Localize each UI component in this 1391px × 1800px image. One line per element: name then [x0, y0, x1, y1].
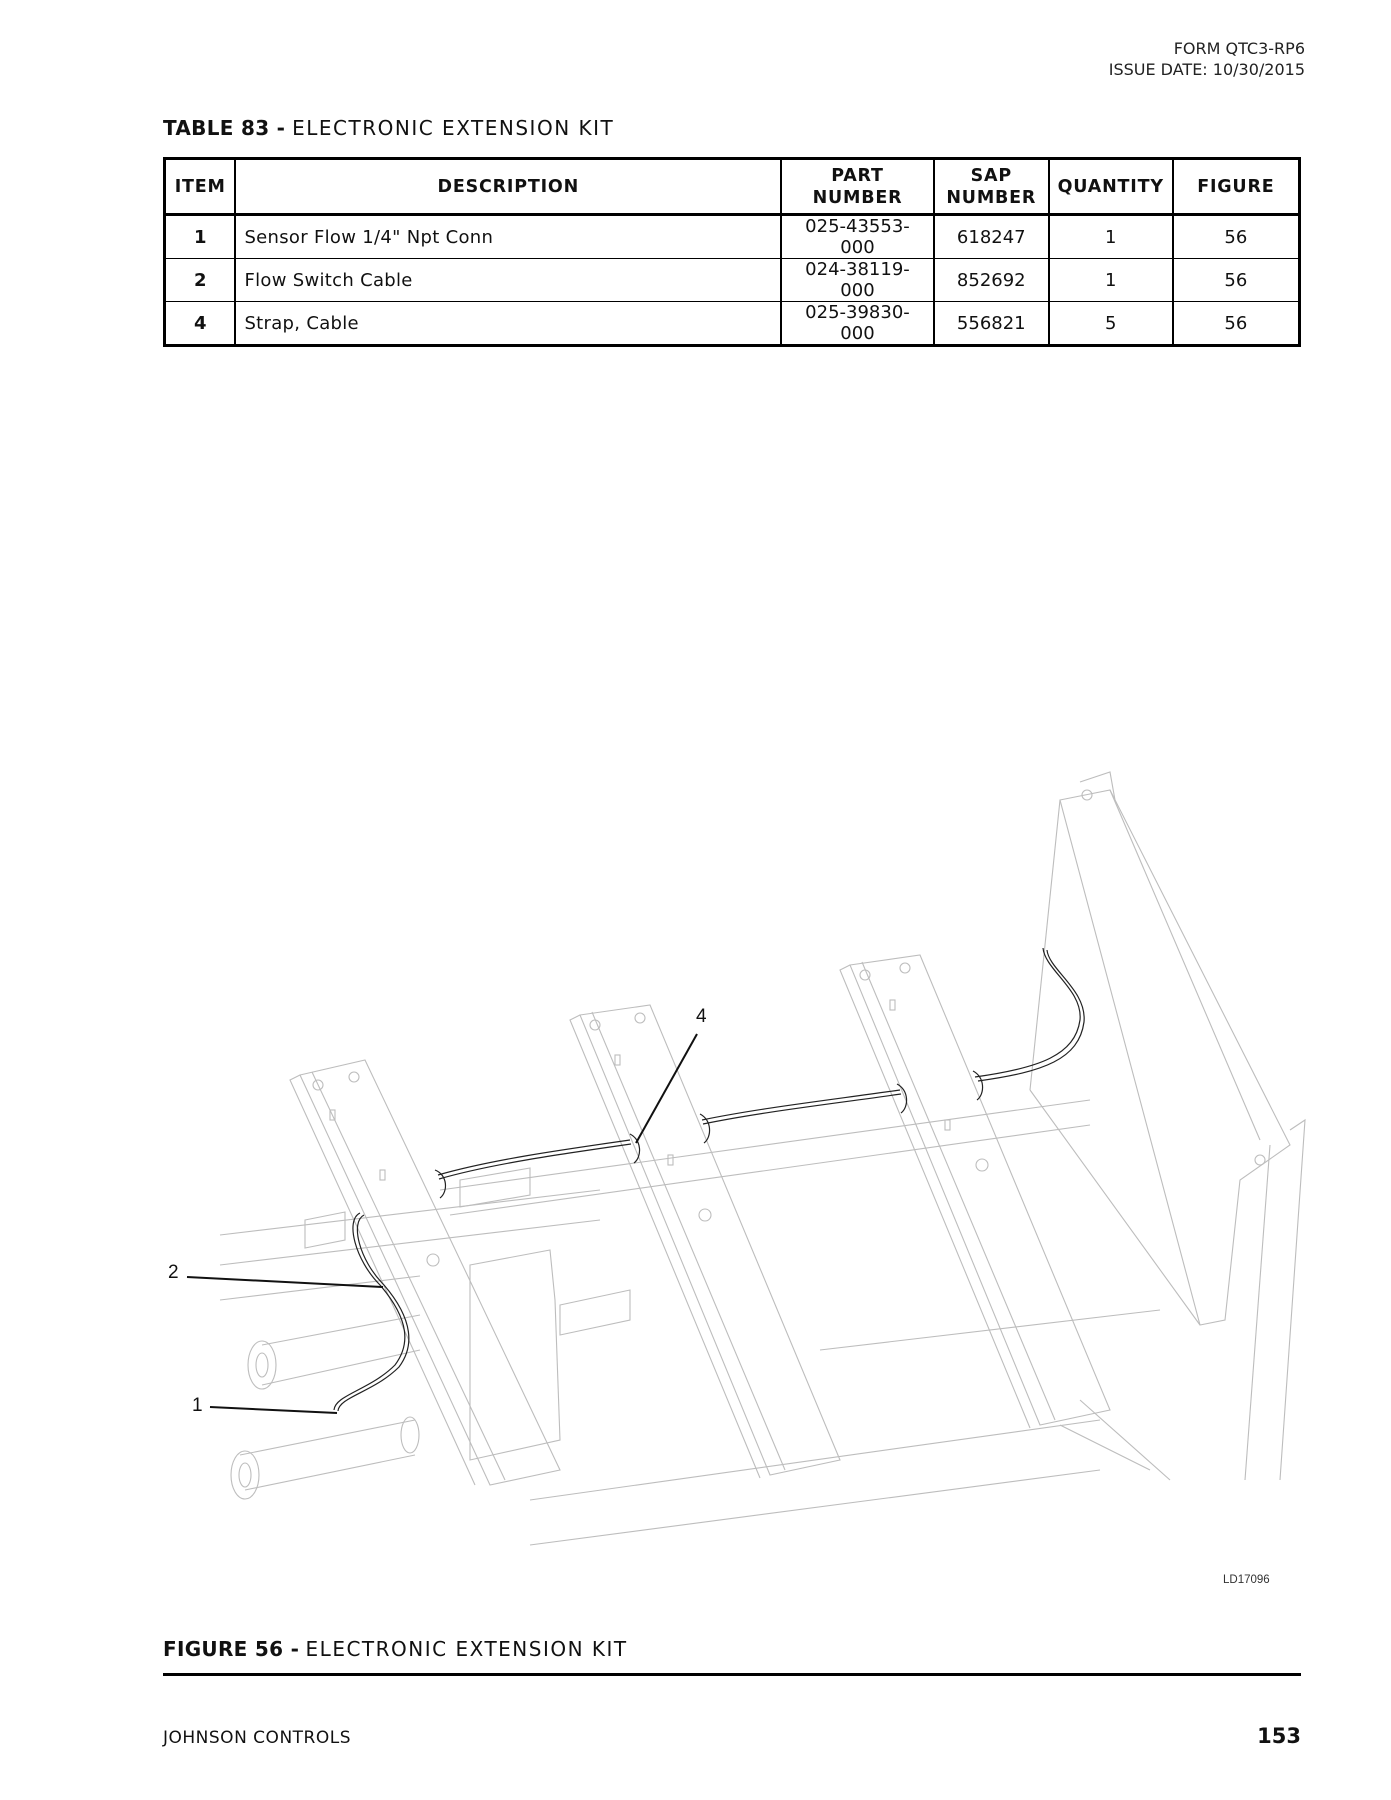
footer-company: JOHNSON CONTROLS: [163, 1728, 351, 1748]
col-header-figure: FIGURE: [1173, 159, 1300, 215]
cell-description: Flow Switch Cable: [235, 259, 781, 302]
cell-item: 4: [165, 302, 236, 346]
cell-part-number: 025-43553-000: [781, 215, 934, 259]
cell-quantity: 5: [1049, 302, 1173, 346]
callout-4: 4: [696, 1006, 707, 1027]
caption-divider: [163, 1673, 1301, 1676]
callout-1: 1: [192, 1395, 203, 1416]
col-header-sap-number: SAP NUMBER: [934, 159, 1049, 215]
col-header-item: ITEM: [165, 159, 236, 215]
cell-figure: 56: [1173, 302, 1300, 346]
callout-2: 2: [168, 1262, 179, 1283]
cell-figure: 56: [1173, 259, 1300, 302]
cell-part-number: 024-38119-000: [781, 259, 934, 302]
cell-sap-number: 618247: [934, 215, 1049, 259]
col-header-part-number: PART NUMBER: [781, 159, 934, 215]
cell-item: 2: [165, 259, 236, 302]
figure-title-text: ELECTRONIC EXTENSION KIT: [305, 1637, 628, 1661]
figure-label: FIGURE 56 -: [163, 1637, 300, 1661]
col-header-description: DESCRIPTION: [235, 159, 781, 215]
col-header-quantity: QUANTITY: [1049, 159, 1173, 215]
cell-part-number: 025-39830-000: [781, 302, 934, 346]
form-number: FORM QTC3-RP6: [1173, 39, 1305, 58]
figure-caption: [163, 1637, 628, 1661]
cell-item: 1: [165, 215, 236, 259]
table-title-text: ELECTRONIC EXTENSION KIT: [292, 116, 615, 140]
cell-description: Sensor Flow 1/4" Npt Conn: [235, 215, 781, 259]
cell-figure: 56: [1173, 215, 1300, 259]
cell-quantity: 1: [1049, 259, 1173, 302]
cell-sap-number: 556821: [934, 302, 1049, 346]
cell-quantity: 1: [1049, 215, 1173, 259]
cell-sap-number: 852692: [934, 259, 1049, 302]
table-label: TABLE 83 -: [163, 116, 286, 140]
drawing-id: LD17096: [1223, 1574, 1270, 1586]
cell-description: Strap, Cable: [235, 302, 781, 346]
page-number: 153: [1257, 1724, 1301, 1748]
issue-date: ISSUE DATE: 10/30/2015: [1108, 60, 1305, 79]
